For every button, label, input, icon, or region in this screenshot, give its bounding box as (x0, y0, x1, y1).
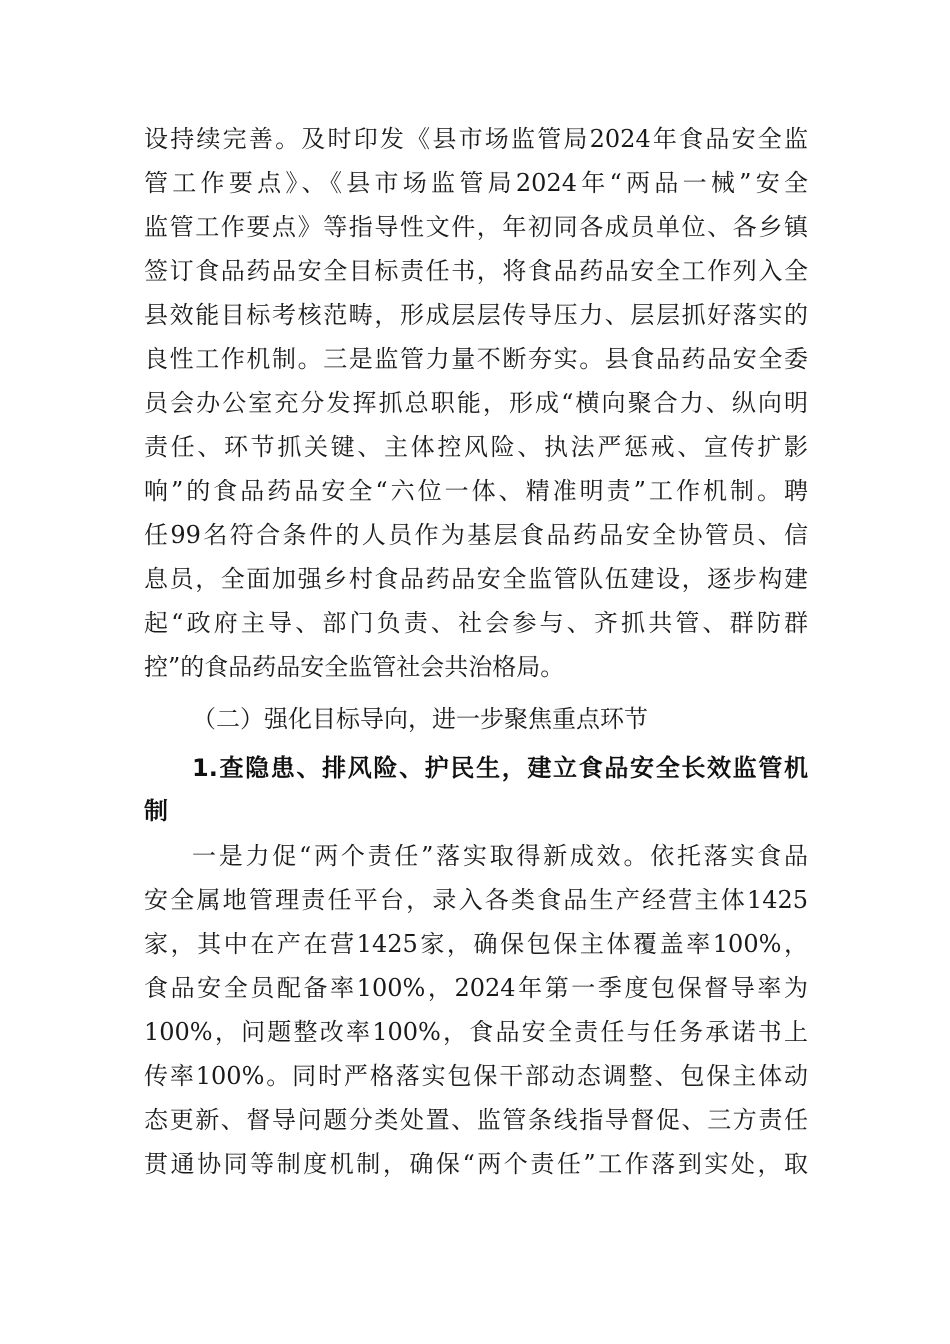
section-heading: （二）强化目标导向，进一步聚焦重点环节 (192, 705, 648, 733)
paragraph-line: 控”的食品药品安全监管社会共治格局。 (144, 653, 565, 681)
paragraph-line: 家，其中在产在营1425家，确保包保主体覆盖率100%， (144, 930, 808, 958)
paragraph-line: 安全属地管理责任平台，录入各类食品生产经营主体1425 (144, 886, 808, 914)
paragraph-line: 食品安全员配备率100%，2024年第一季度包保督导率为 (144, 974, 808, 1002)
paragraph-line: 管工作要点》、《县市场监管局2024年“两品一械”安全 (144, 169, 808, 197)
paragraph-line: 监管工作要点》等指导性文件，年初同各成员单位、各乡镇 (144, 213, 808, 241)
paragraph-line: 责任、环节抓关键、主体控风险、执法严惩戒、宣传扩影 (144, 433, 808, 461)
paragraph-line: 息员，全面加强乡村食品药品安全监管队伍建设，逐步构建 (144, 565, 808, 593)
paragraph-line: 任99名符合条件的人员作为基层食品药品安全协管员、信 (144, 521, 808, 549)
paragraph-line: 响”的食品药品安全“六位一体、精准明责”工作机制。聘 (144, 477, 808, 505)
paragraph-line: 良性工作机制。三是监管力量不断夯实。县食品药品安全委 (144, 345, 808, 373)
paragraph-line: 签订食品药品安全目标责任书，将食品药品安全工作列入全 (144, 257, 808, 285)
subsection-heading-continued: 制 (144, 797, 168, 825)
paragraph-line: 贯通协同等制度机制，确保“两个责任”工作落到实处，取 (144, 1150, 808, 1178)
subsection-heading: 1.查隐患、排风险、护民生，建立食品安全长效监管机 (192, 754, 808, 782)
paragraph-line: 态更新、督导问题分类处置、监管条线指导督促、三方责任 (144, 1106, 808, 1134)
paragraph-line: 一是力促“两个责任”落实取得新成效。依托落实食品 (192, 842, 808, 870)
paragraph-line: 传率100%。同时严格落实包保干部动态调整、包保主体动 (144, 1062, 808, 1090)
paragraph-line: 员会办公室充分发挥抓总职能，形成“横向聚合力、纵向明 (144, 389, 808, 417)
paragraph-line: 县效能目标考核范畴，形成层层传导压力、层层抓好落实的 (144, 301, 808, 329)
paragraph-line: 100%，问题整改率100%，食品安全责任与任务承诺书上 (144, 1018, 808, 1046)
paragraph-line: 起“政府主导、部门负责、社会参与、齐抓共管、群防群 (144, 609, 808, 637)
paragraph-line: 设持续完善。及时印发《县市场监管局2024年食品安全监 (144, 125, 808, 153)
